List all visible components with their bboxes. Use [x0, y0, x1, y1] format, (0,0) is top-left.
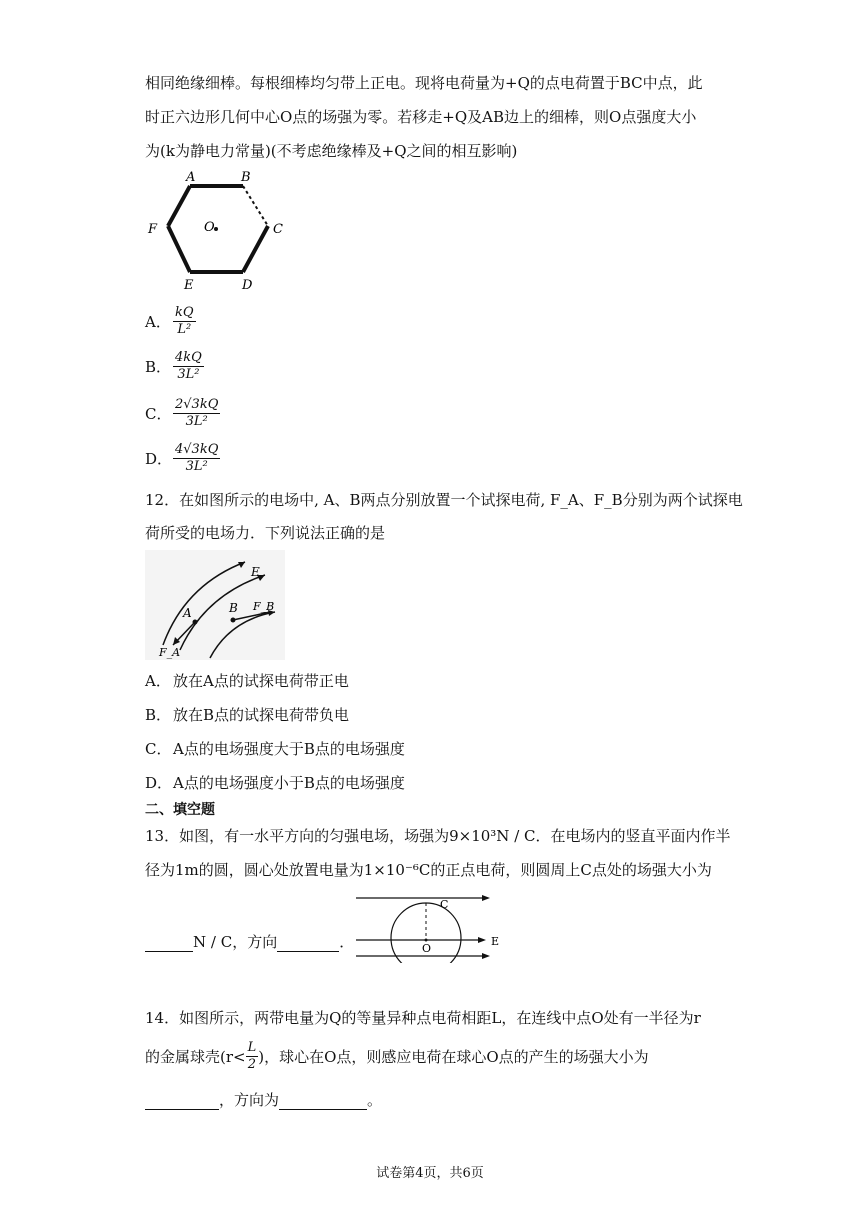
label-e: E: [491, 935, 500, 948]
fraction-numerator: 4kQ: [175, 350, 202, 365]
q14-text-b: )，球心在O点，则感应电荷在球心O点的产生的场强大小为: [258, 1047, 649, 1066]
fraction-numerator: 2√3kQ: [175, 397, 219, 412]
q12-option-c[interactable]: [145, 738, 405, 759]
label-a-point: A: [183, 606, 192, 620]
label-c: C: [440, 898, 449, 911]
q13-answer-line: [145, 932, 354, 952]
answer-blank-direction[interactable]: [279, 1093, 367, 1110]
q14-line-1: 14．如图所示，两带电量为Q的等量异种点电荷相距L，在连线中点O处有一半径为r: [145, 1009, 701, 1027]
q13-line-1: 13．如图，有一水平方向的匀强电场，场强为9×10³N / C．在电场内的竖直平面内作半: [145, 827, 731, 845]
option-fraction: [173, 305, 196, 338]
label-e-field: E: [251, 565, 260, 579]
fraction-numerator: 4√3kQ: [175, 442, 219, 457]
page-footer: 试卷第4页，共6页: [376, 1166, 484, 1181]
q14-line-2: [145, 1040, 649, 1073]
fraction-numerator: L: [247, 1040, 257, 1055]
arrow-top: [482, 895, 490, 901]
label-d: D: [242, 278, 253, 293]
label-e: E: [184, 278, 194, 293]
label-c: C: [273, 222, 283, 237]
q11-line-1: 相同绝缘细棒。每根细棒均匀带上正电。现将电荷量为+Q的点电荷置于BC中点，此: [145, 74, 703, 92]
label-o: O: [422, 942, 432, 955]
option-text: 放在B点的试探电荷带负电: [173, 706, 350, 724]
option-label: D．: [145, 774, 173, 792]
option-label: A．: [145, 313, 171, 331]
q13-line-2: 径为1m的圆，圆心处放置电量为1×10⁻⁶C的正点电荷，则圆周上C点处的场强大小为: [145, 861, 712, 879]
q14-end-text: 。: [367, 1091, 383, 1109]
q12-option-d[interactable]: [145, 772, 405, 793]
edge-bc-dashed: [243, 186, 268, 226]
option-label: C．: [145, 740, 172, 758]
label-o: O: [204, 220, 215, 235]
q13-unit-text: N / C，方向: [193, 933, 278, 951]
arrow-middle: [478, 937, 486, 943]
option-label: C．: [145, 405, 172, 423]
option-label: B．: [145, 358, 172, 376]
fraction-denominator: 3L²: [185, 414, 208, 429]
label-a: A: [186, 170, 196, 185]
option-fraction: [173, 350, 204, 383]
edge-dc: [243, 226, 268, 272]
q14-text-a: 的金属球壳(r<: [145, 1047, 246, 1066]
fraction-denominator: L²: [177, 322, 192, 337]
fraction-denominator: 3L²: [177, 367, 200, 382]
q11-option-c[interactable]: [145, 397, 220, 430]
option-fraction: [173, 397, 220, 430]
q12-line-1: 12．在如图所示的电场中, A、B两点分别放置一个试探电荷, F_A、F_B分别为两个试探电: [145, 491, 743, 509]
q14-fraction: [246, 1040, 259, 1073]
label-b-point: B: [229, 601, 238, 615]
fraction-denominator: 2: [247, 1057, 257, 1072]
answer-blank-magnitude[interactable]: [145, 1093, 219, 1110]
q11-line-3: 为(k为静电力常量)(不考虑绝缘棒及+Q之间的相互影响): [145, 142, 518, 160]
q12-option-a[interactable]: [145, 670, 349, 691]
option-label: A．: [145, 672, 171, 690]
option-text: A点的电场强度大于B点的电场强度: [173, 740, 405, 758]
option-fraction: [173, 442, 220, 475]
q11-option-b[interactable]: [145, 350, 204, 383]
fraction-denominator: 3L²: [185, 459, 208, 474]
edge-fe: [168, 226, 190, 272]
label-b: B: [241, 170, 251, 185]
arrow-bottom: [482, 953, 490, 959]
q12-line-2: 荷所受的电场力．下列说法正确的是: [145, 524, 386, 542]
answer-blank-magnitude[interactable]: [145, 935, 193, 952]
q11-line-2: 时正六边形几何中心O点的场强为零。若移走+Q及AB边上的细棒，则O点强度大小: [145, 108, 697, 126]
q14-mid-text: ，方向为: [219, 1091, 280, 1109]
label-f: F: [148, 222, 158, 237]
label-fa: F_A: [159, 646, 181, 659]
answer-blank-direction[interactable]: [277, 935, 339, 952]
q11-option-d[interactable]: [145, 442, 220, 475]
option-label: D．: [145, 450, 173, 468]
field-line-3: [210, 612, 275, 658]
uniform-field-circle-figure: [350, 893, 510, 963]
q11-option-a[interactable]: [145, 305, 196, 338]
edge-af: [168, 186, 190, 226]
option-label: B．: [145, 706, 172, 724]
q12-option-b[interactable]: [145, 704, 349, 725]
option-text: 放在A点的试探电荷带正电: [173, 672, 349, 690]
q14-answer-line: [145, 1090, 382, 1110]
field-lines-figure: [145, 550, 285, 660]
label-fb: F_B: [253, 600, 275, 613]
option-text: A点的电场强度小于B点的电场强度: [173, 774, 405, 792]
q13-end-text: ．: [339, 933, 355, 951]
hexagon-figure: [140, 168, 300, 293]
fraction-numerator: kQ: [175, 305, 194, 320]
section-heading: 二、填空题: [145, 802, 215, 818]
